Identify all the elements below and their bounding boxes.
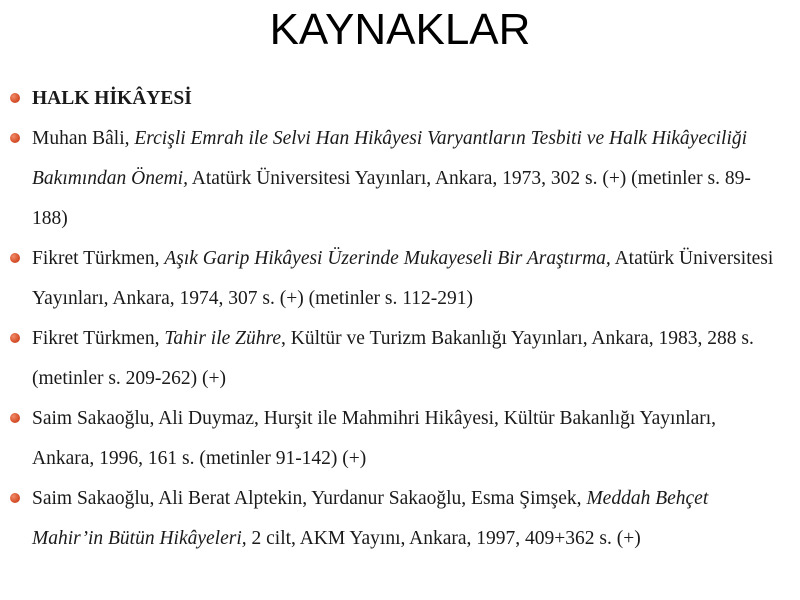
reference-work: Ercişli Emrah ile Selvi Han Hikâyesi Varyantların Tesbiti ve Halk Hikâyeciliği Bakımından Önemi,	[32, 128, 748, 189]
reference-work: Tahir ile Zühre	[164, 328, 282, 349]
reference-author: Fikret Türkmen,	[32, 248, 165, 269]
reference-details: Saim Sakaoğlu, Ali Duymaz, Hurşit ile Mahmihri Hikâyesi, Kültür Bakanlığı Yayınları, Ankara, 1996, 161 s. (metinler 91-142) (+)	[32, 408, 717, 469]
reference-work: Meddah Behçet Mahir’in Bütün Hikâyeleri,	[32, 488, 709, 549]
reference-author: Muhan Bâli,	[32, 128, 135, 149]
reference-details: Atatürk Üniversitesi Yayınları, Ankara, 1974, 307 s. (+) (metinler s. 112-291)	[32, 248, 774, 309]
reference-author: Fikret Türkmen,	[32, 328, 165, 349]
list-item	[0, 399, 800, 479]
bullet-icon	[10, 93, 20, 103]
bullet-icon	[10, 133, 20, 143]
section-heading: HALK HİKÂYESİ	[32, 88, 192, 109]
reference-work: Aşık Garip Hikâyesi Üzerinde Mukayeseli Bir Araştırma,	[164, 248, 611, 269]
bullet-icon	[10, 493, 20, 503]
reference-details: Atatürk Üniversitesi Yayınları, Ankara, 1973, 302 s. (+) (metinler s. 89-188)	[32, 168, 751, 229]
bullet-icon	[10, 413, 20, 423]
reference-details: 2 cilt, AKM Yayını, Ankara, 1997, 409+362 s. (+)	[246, 528, 641, 549]
bullet-icon	[10, 333, 20, 343]
reference-details: , Kültür ve Turizm Bakanlığı Yayınları, Ankara, 1983, 288 s. (metinler s. 209-262) (+)	[32, 328, 754, 389]
list-item	[0, 479, 800, 559]
bullet-icon	[10, 253, 20, 263]
list-item	[0, 239, 800, 319]
slide-title: KAYNAKLAR	[269, 5, 531, 54]
reference-list	[0, 79, 800, 559]
list-item	[0, 119, 800, 239]
list-item	[0, 79, 800, 119]
list-item	[0, 319, 800, 399]
reference-author: Saim Sakaoğlu, Ali Berat Alptekin, Yurdanur Sakaoğlu, Esma Şimşek,	[32, 488, 587, 509]
